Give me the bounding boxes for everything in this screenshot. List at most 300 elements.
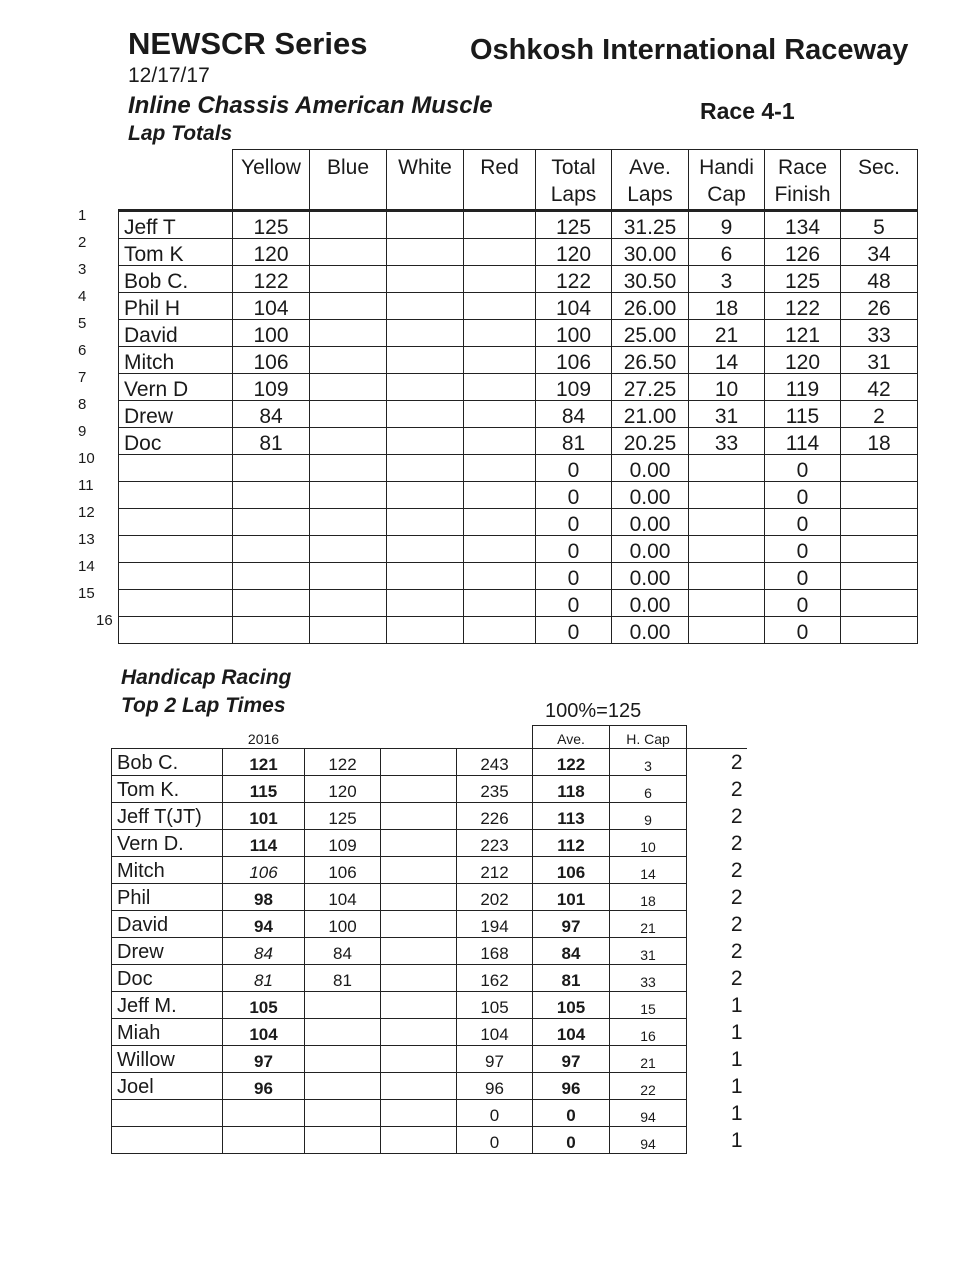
ave-laps-cell: 30.00 <box>612 238 689 265</box>
hc-total-cell: 243 <box>457 749 533 776</box>
race-class: Inline Chassis American Muscle <box>128 92 493 119</box>
yellow-laps-cell: 100 <box>233 319 310 346</box>
hc-name-cell: Joel <box>112 1073 223 1100</box>
hc-ave-cell: 122 <box>533 749 610 776</box>
hc-lap2-cell <box>305 1127 381 1154</box>
header-yellow: Yellow <box>233 150 310 211</box>
driver-name-cell: Vern D <box>119 373 233 400</box>
handicap-cell <box>689 562 765 589</box>
header-race-line2: Finish <box>774 183 831 207</box>
total-laps-cell: 120 <box>536 238 612 265</box>
row-number: 13 <box>78 531 95 548</box>
white-laps-cell <box>387 589 464 616</box>
red-laps-cell <box>464 210 536 238</box>
handicap-cell <box>689 589 765 616</box>
driver-name-cell: David <box>119 319 233 346</box>
driver-name-cell <box>119 535 233 562</box>
row-number: 7 <box>78 369 87 386</box>
lap-table-row <box>119 400 918 427</box>
header-total-line1: Total <box>551 156 596 179</box>
hc-lap2-cell <box>305 992 381 1019</box>
hc-lap1-cell: 105 <box>223 992 305 1019</box>
race-finish-cell: 114 <box>765 427 841 454</box>
handicap-row <box>112 1046 747 1073</box>
row-number: 8 <box>78 396 87 413</box>
total-laps-cell: 0 <box>536 616 612 643</box>
hc-name-cell: Tom K. <box>112 776 223 803</box>
handicap-cell: 14 <box>689 346 765 373</box>
race-finish-cell: 0 <box>765 616 841 643</box>
red-laps-cell <box>464 346 536 373</box>
handicap-cell: 31 <box>689 400 765 427</box>
white-laps-cell <box>387 319 464 346</box>
hc-total-cell: 105 <box>457 992 533 1019</box>
blue-laps-cell <box>310 238 387 265</box>
sec-cell <box>841 589 918 616</box>
hc-lap3-cell <box>381 857 457 884</box>
hc-count-cell: 1 <box>730 1075 743 1099</box>
race-finish-cell: 115 <box>765 400 841 427</box>
hc-count-cell: 2 <box>730 859 743 883</box>
hc-header-blank <box>305 726 381 749</box>
lap-table-row <box>119 373 918 400</box>
race-finish-cell: 119 <box>765 373 841 400</box>
hc-name-cell: Vern D. <box>112 830 223 857</box>
yellow-laps-cell: 125 <box>233 210 310 238</box>
hc-lap2-cell <box>305 1046 381 1073</box>
blue-laps-cell <box>310 400 387 427</box>
ave-laps-cell: 0.00 <box>612 454 689 481</box>
header-red: Red <box>464 150 536 211</box>
race-finish-cell: 0 <box>765 562 841 589</box>
sec-cell: 48 <box>841 265 918 292</box>
red-laps-cell <box>464 373 536 400</box>
white-laps-cell <box>387 292 464 319</box>
ave-laps-cell: 0.00 <box>612 562 689 589</box>
row-number: 5 <box>78 315 87 332</box>
white-laps-cell <box>387 508 464 535</box>
hc-header-year: 2016 <box>223 726 305 749</box>
total-laps-cell: 84 <box>536 400 612 427</box>
lap-table-header <box>119 150 918 211</box>
yellow-laps-cell <box>233 454 310 481</box>
hc-total-cell: 162 <box>457 965 533 992</box>
hc-ave-cell: 112 <box>533 830 610 857</box>
handicap-cell: 10 <box>689 373 765 400</box>
total-laps-cell: 0 <box>536 508 612 535</box>
header-handi-line1: Handi <box>699 156 754 179</box>
header-handicap <box>689 150 765 211</box>
hc-ave-cell: 97 <box>533 911 610 938</box>
hc-total-cell: 223 <box>457 830 533 857</box>
hc-lap3-cell <box>381 911 457 938</box>
red-laps-cell <box>464 616 536 643</box>
hc-name-cell <box>112 1127 223 1154</box>
header-blue: Blue <box>310 150 387 211</box>
total-laps-cell: 0 <box>536 562 612 589</box>
hc-ave-cell: 101 <box>533 884 610 911</box>
hc-lap1-cell: 94 <box>223 911 305 938</box>
lap-table-row <box>119 210 918 238</box>
ave-laps-cell: 0.00 <box>612 508 689 535</box>
lap-table-row <box>119 454 918 481</box>
hc-header-hcap: H. Cap <box>610 726 687 749</box>
hc-lap3-cell <box>381 1046 457 1073</box>
hc-count-cell: 1 <box>730 1021 743 1045</box>
red-laps-cell <box>464 562 536 589</box>
hc-total-cell: 97 <box>457 1046 533 1073</box>
ave-laps-cell: 25.00 <box>612 319 689 346</box>
handicap-row <box>112 911 747 938</box>
yellow-laps-cell: 120 <box>233 238 310 265</box>
hc-name-cell: Mitch <box>112 857 223 884</box>
ave-laps-cell: 21.00 <box>612 400 689 427</box>
hc-hcap-cell: 21 <box>610 911 687 938</box>
blue-laps-cell <box>310 535 387 562</box>
handicap-cell: 18 <box>689 292 765 319</box>
lap-table-row <box>119 589 918 616</box>
hc-count-cell: 2 <box>730 940 743 964</box>
hc-lap3-cell <box>381 938 457 965</box>
driver-name-cell: Drew <box>119 400 233 427</box>
hc-lap2-cell <box>305 1100 381 1127</box>
hc-lap1-cell: 98 <box>223 884 305 911</box>
hc-hcap-cell: 94 <box>610 1100 687 1127</box>
lap-table-row <box>119 346 918 373</box>
hc-hcap-cell: 3 <box>610 749 687 776</box>
ave-laps-cell: 0.00 <box>612 481 689 508</box>
hc-name-cell: David <box>112 911 223 938</box>
hc-lap1-cell: 81 <box>223 965 305 992</box>
hc-header-blank <box>112 726 223 749</box>
hc-count-cell: 2 <box>730 967 743 991</box>
hc-lap1-cell <box>223 1127 305 1154</box>
sec-cell <box>841 535 918 562</box>
red-laps-cell <box>464 265 536 292</box>
total-laps-cell: 0 <box>536 454 612 481</box>
header-race-finish <box>765 150 841 211</box>
hc-total-cell: 168 <box>457 938 533 965</box>
hc-ave-cell: 0 <box>533 1100 610 1127</box>
header-sec: Sec. <box>841 150 918 211</box>
total-laps-cell: 0 <box>536 535 612 562</box>
hc-lap2-cell: 120 <box>305 776 381 803</box>
yellow-laps-cell <box>233 589 310 616</box>
handicap-row <box>112 1100 747 1127</box>
hc-ave-cell: 118 <box>533 776 610 803</box>
ave-laps-cell: 26.00 <box>612 292 689 319</box>
hc-name-cell <box>112 1100 223 1127</box>
hc-lap2-cell: 106 <box>305 857 381 884</box>
driver-name-cell: Doc <box>119 427 233 454</box>
blue-laps-cell <box>310 427 387 454</box>
handicap-cell: 9 <box>689 210 765 238</box>
hc-hcap-cell: 6 <box>610 776 687 803</box>
hc-total-cell: 212 <box>457 857 533 884</box>
hc-total-cell: 226 <box>457 803 533 830</box>
handicap-cell: 6 <box>689 238 765 265</box>
blue-laps-cell <box>310 292 387 319</box>
lap-table-row <box>119 481 918 508</box>
white-laps-cell <box>387 400 464 427</box>
hc-lap2-cell: 84 <box>305 938 381 965</box>
red-laps-cell <box>464 454 536 481</box>
lap-totals-table <box>118 149 918 644</box>
sec-cell <box>841 454 918 481</box>
lap-table-row <box>119 238 918 265</box>
driver-name-cell <box>119 616 233 643</box>
blue-laps-cell <box>310 508 387 535</box>
row-number: 10 <box>78 450 95 467</box>
race-finish-cell: 122 <box>765 292 841 319</box>
sec-cell: 31 <box>841 346 918 373</box>
red-laps-cell <box>464 481 536 508</box>
blue-laps-cell <box>310 562 387 589</box>
sec-cell: 2 <box>841 400 918 427</box>
handicap-row <box>112 965 747 992</box>
yellow-laps-cell: 104 <box>233 292 310 319</box>
red-laps-cell <box>464 535 536 562</box>
total-laps-cell: 125 <box>536 210 612 238</box>
white-laps-cell <box>387 373 464 400</box>
driver-name-cell: Mitch <box>119 346 233 373</box>
blue-laps-cell <box>310 210 387 238</box>
hc-lap1-cell: 104 <box>223 1019 305 1046</box>
lap-table-row <box>119 616 918 643</box>
handicap-cell <box>689 508 765 535</box>
row-number: 15 <box>78 585 95 602</box>
hc-lap1-cell: 121 <box>223 749 305 776</box>
driver-name-cell: Bob C. <box>119 265 233 292</box>
total-laps-cell: 122 <box>536 265 612 292</box>
hc-total-cell: 202 <box>457 884 533 911</box>
hc-header-blank <box>687 726 747 749</box>
handicap-row <box>112 992 747 1019</box>
ave-laps-cell: 27.25 <box>612 373 689 400</box>
handicap-cell: 21 <box>689 319 765 346</box>
hc-lap3-cell <box>381 749 457 776</box>
hc-count-cell: 1 <box>730 994 743 1018</box>
hc-ave-cell: 0 <box>533 1127 610 1154</box>
hc-total-cell: 0 <box>457 1100 533 1127</box>
hc-lap3-cell <box>381 803 457 830</box>
white-laps-cell <box>387 265 464 292</box>
yellow-laps-cell <box>233 616 310 643</box>
driver-name-cell: Tom K <box>119 238 233 265</box>
hc-total-cell: 235 <box>457 776 533 803</box>
sec-cell <box>841 616 918 643</box>
hc-hcap-cell: 14 <box>610 857 687 884</box>
red-laps-cell <box>464 400 536 427</box>
hc-ave-cell: 113 <box>533 803 610 830</box>
series-title: NEWSCR Series <box>128 26 368 61</box>
blue-laps-cell <box>310 454 387 481</box>
race-finish-cell: 120 <box>765 346 841 373</box>
blue-laps-cell <box>310 373 387 400</box>
hc-name-cell: Doc <box>112 965 223 992</box>
handicap-subtitle: Top 2 Lap Times <box>121 694 286 717</box>
lap-table-row <box>119 535 918 562</box>
race-number: Race 4-1 <box>700 98 795 124</box>
hc-total-cell: 96 <box>457 1073 533 1100</box>
raceway-name: Oshkosh International Raceway <box>470 34 909 66</box>
hc-lap2-cell: 100 <box>305 911 381 938</box>
hc-count-cell: 2 <box>730 886 743 910</box>
yellow-laps-cell <box>233 535 310 562</box>
race-finish-cell: 0 <box>765 508 841 535</box>
ave-laps-cell: 31.25 <box>612 210 689 238</box>
ave-laps-cell: 20.25 <box>612 427 689 454</box>
header-ave-line2: Laps <box>627 183 673 207</box>
hc-total-cell: 104 <box>457 1019 533 1046</box>
hc-lap2-cell: 125 <box>305 803 381 830</box>
total-laps-cell: 109 <box>536 373 612 400</box>
hc-name-cell: Bob C. <box>112 749 223 776</box>
handicap-cell: 33 <box>689 427 765 454</box>
hc-lap3-cell <box>381 884 457 911</box>
yellow-laps-cell <box>233 508 310 535</box>
hc-count-cell: 2 <box>730 751 743 775</box>
row-number: 1 <box>78 207 87 224</box>
driver-name-cell <box>119 454 233 481</box>
hc-lap2-cell <box>305 1073 381 1100</box>
ave-laps-cell: 0.00 <box>612 535 689 562</box>
hc-lap3-cell <box>381 1100 457 1127</box>
row-number: 2 <box>78 234 87 251</box>
row-number: 14 <box>78 558 95 575</box>
driver-name-cell <box>119 562 233 589</box>
yellow-laps-cell <box>233 562 310 589</box>
hc-hcap-cell: 10 <box>610 830 687 857</box>
red-laps-cell <box>464 238 536 265</box>
hc-lap3-cell <box>381 965 457 992</box>
race-finish-cell: 121 <box>765 319 841 346</box>
handicap-title: Handicap Racing <box>121 666 292 689</box>
hc-header-blank <box>457 726 533 749</box>
driver-name-cell <box>119 481 233 508</box>
header-ave-line1: Ave. <box>629 156 671 179</box>
white-laps-cell <box>387 535 464 562</box>
hc-name-cell: Willow <box>112 1046 223 1073</box>
hc-hcap-cell: 16 <box>610 1019 687 1046</box>
handicap-row <box>112 1019 747 1046</box>
handicap-cell: 3 <box>689 265 765 292</box>
hc-lap2-cell: 104 <box>305 884 381 911</box>
blue-laps-cell <box>310 481 387 508</box>
hc-name-cell: Jeff T(JT) <box>112 803 223 830</box>
blue-laps-cell <box>310 319 387 346</box>
hc-total-cell: 194 <box>457 911 533 938</box>
yellow-laps-cell: 84 <box>233 400 310 427</box>
handicap-row <box>112 857 747 884</box>
row-number: 12 <box>78 504 95 521</box>
hc-lap1-cell: 114 <box>223 830 305 857</box>
hc-hcap-cell: 21 <box>610 1046 687 1073</box>
header-handi-line2: Cap <box>707 183 746 207</box>
lap-table-row <box>119 265 918 292</box>
handicap-row <box>112 1127 747 1154</box>
hc-ave-cell: 106 <box>533 857 610 884</box>
hc-lap1-cell: 96 <box>223 1073 305 1100</box>
red-laps-cell <box>464 508 536 535</box>
hc-lap2-cell: 109 <box>305 830 381 857</box>
hc-count-cell: 2 <box>730 778 743 802</box>
row-number: 6 <box>78 342 87 359</box>
hc-ave-cell: 84 <box>533 938 610 965</box>
hc-name-cell: Phil <box>112 884 223 911</box>
ave-laps-cell: 26.50 <box>612 346 689 373</box>
hc-ave-cell: 97 <box>533 1046 610 1073</box>
race-finish-cell: 0 <box>765 535 841 562</box>
sec-cell: 26 <box>841 292 918 319</box>
handicap-row <box>112 884 747 911</box>
hc-lap2-cell: 122 <box>305 749 381 776</box>
total-laps-cell: 106 <box>536 346 612 373</box>
yellow-laps-cell: 109 <box>233 373 310 400</box>
race-date: 12/17/17 <box>128 64 210 87</box>
header-race-line1: Race <box>777 156 828 179</box>
handicap-cell <box>689 481 765 508</box>
sec-cell <box>841 508 918 535</box>
yellow-laps-cell: 122 <box>233 265 310 292</box>
hc-hcap-cell: 31 <box>610 938 687 965</box>
hc-lap3-cell <box>381 1073 457 1100</box>
white-laps-cell <box>387 481 464 508</box>
hc-name-cell: Jeff M. <box>112 992 223 1019</box>
red-laps-cell <box>464 292 536 319</box>
handicap-cell <box>689 616 765 643</box>
total-laps-cell: 0 <box>536 589 612 616</box>
ave-laps-cell: 30.50 <box>612 265 689 292</box>
hc-count-cell: 2 <box>730 913 743 937</box>
yellow-laps-cell: 81 <box>233 427 310 454</box>
header-ave-laps <box>612 150 689 211</box>
hc-lap1-cell: 84 <box>223 938 305 965</box>
row-number: 9 <box>78 423 87 440</box>
hc-lap3-cell <box>381 992 457 1019</box>
white-laps-cell <box>387 238 464 265</box>
hc-hcap-cell: 94 <box>610 1127 687 1154</box>
handicap-row <box>112 938 747 965</box>
hc-lap1-cell: 101 <box>223 803 305 830</box>
sec-cell <box>841 481 918 508</box>
header-total-line2: Laps <box>550 183 597 207</box>
hc-count-cell: 1 <box>730 1102 743 1126</box>
header-blank <box>119 150 233 211</box>
white-laps-cell <box>387 616 464 643</box>
hc-count-cell: 1 <box>730 1048 743 1072</box>
yellow-laps-cell <box>233 481 310 508</box>
white-laps-cell <box>387 427 464 454</box>
hc-lap3-cell <box>381 830 457 857</box>
hc-count-cell: 2 <box>730 805 743 829</box>
percent-note: 100%=125 <box>545 700 642 722</box>
handicap-row <box>112 776 747 803</box>
yellow-laps-cell: 106 <box>233 346 310 373</box>
handicap-table <box>111 725 747 1154</box>
blue-laps-cell <box>310 616 387 643</box>
sec-cell: 5 <box>841 210 918 238</box>
race-finish-cell: 0 <box>765 589 841 616</box>
sec-cell: 42 <box>841 373 918 400</box>
race-finish-cell: 134 <box>765 210 841 238</box>
hc-count-cell: 2 <box>730 832 743 856</box>
total-laps-cell: 100 <box>536 319 612 346</box>
blue-laps-cell <box>310 589 387 616</box>
hc-total-cell: 0 <box>457 1127 533 1154</box>
lap-table-row <box>119 319 918 346</box>
hc-hcap-cell: 9 <box>610 803 687 830</box>
